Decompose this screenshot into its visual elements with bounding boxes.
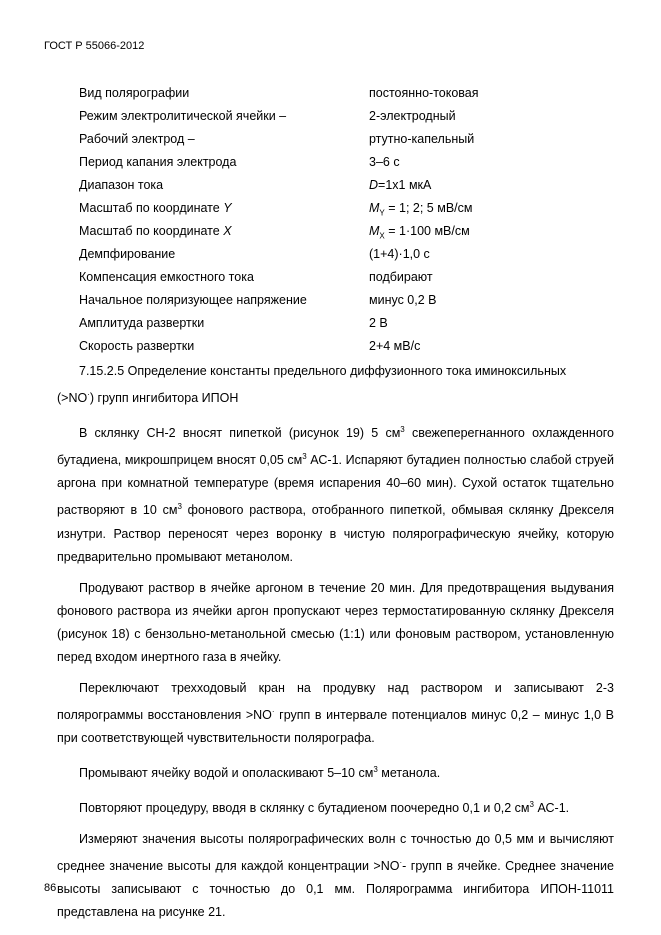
para-text: групп в ячейке. Среднее значение высоты записывают с точностью до 0,1 мм. Полярограмма ингибитора ИПОН-11011 представлена на рисунке 21.: [57, 859, 614, 920]
document-header: ГОСТ Р 55066-2012: [44, 40, 145, 52]
section-heading: [57, 360, 614, 383]
key-variable: Y: [223, 201, 232, 215]
param-value: 2-электродный: [369, 109, 456, 123]
section-heading-cont: [57, 383, 614, 410]
param-key: Режим электролитической ячейки –: [79, 109, 287, 123]
param-row: [79, 339, 619, 362]
body-text: [57, 360, 614, 924]
param-row: [79, 316, 619, 339]
param-row: [79, 293, 619, 316]
para-text: свежеперегнанного охлажденного бутадиена, микрошприцем вносят 0,05 см: [57, 426, 615, 468]
value-rest: =1x1 мкА: [378, 178, 432, 192]
param-row: [79, 155, 619, 178]
key-text: Масштаб по координате: [79, 201, 224, 215]
param-row: [79, 224, 619, 247]
param-key: Амплитуда развертки: [79, 316, 205, 330]
paragraph-1: [57, 418, 614, 568]
key-text: Масштаб по координате: [79, 224, 224, 238]
radical-dot: ·: [399, 858, 403, 868]
paragraph-5: [57, 793, 614, 820]
paragraph-6: [57, 828, 614, 924]
para-text: Промывают ячейку водой и ополаскивают 5–10 см: [79, 765, 374, 780]
param-row: [79, 86, 619, 109]
param-key: Демпфирование: [79, 247, 176, 261]
param-key: Период капания электрода: [79, 155, 237, 169]
para-text: АС-1. Испаряют бутадиен полностью слабой струей аргона при комнатной температуре (время испарения 40–60 мин). Сухой остаток тщательно растворяют в 10 см: [57, 453, 614, 518]
cubic-sup: 3: [177, 502, 182, 512]
param-row: [79, 270, 619, 293]
param-value: подбирают: [369, 270, 433, 284]
param-key: Компенсация емкостного тока: [79, 270, 254, 284]
value-subscript: X: [379, 231, 385, 241]
param-row: [79, 201, 619, 224]
paragraph-4: [57, 758, 614, 785]
radical-dot: ·: [271, 706, 275, 716]
param-value: 3–6 с: [369, 155, 400, 169]
para-text: Переключают трехходовый кран на продувку над раствором и записывают 2-3 полярограммы восстановления >NO: [57, 680, 614, 722]
para-text: В склянку СН-2 вносят пипеткой (рисунок 19) 5 см: [79, 426, 401, 441]
param-value: [369, 201, 472, 218]
cubic-sup: 3: [373, 764, 378, 774]
param-key: [79, 224, 232, 238]
param-row: [79, 109, 619, 132]
value-rest: = 1; 2; 5 мВ/см: [384, 201, 473, 215]
cubic-sup: 3: [529, 799, 534, 809]
para-text: групп в интервале потенциалов минус 0,2 – минус 1,0 В при соответствующей чувствительности полярографа.: [57, 707, 615, 745]
value-variable: M: [369, 201, 380, 215]
param-value: [369, 224, 470, 241]
param-key: Диапазон тока: [79, 178, 164, 192]
radical-dot: ·: [87, 390, 90, 399]
para-text: Измеряют значения высоты полярографических волн с точностью до 0,5 мм и вычисляют среднее значение высоты для каждой концентрации >NO: [57, 832, 614, 874]
param-key: [79, 201, 232, 215]
param-value: ртутно-капельный: [369, 132, 475, 146]
value-subscript: Y: [379, 208, 385, 218]
para-text: фонового раствора, отобранного пипеткой, обмывая склянку Дрекселя изнутри. Раствор переносят через воронку в чистую полярографическую ячейку, которую предварительно промывают метанолом.: [57, 503, 615, 564]
param-value: минус 0,2 В: [369, 293, 437, 307]
para-text: -: [402, 859, 407, 874]
page-number: 86: [44, 882, 57, 894]
paragraph-2: Продувают раствор в ячейке аргоном в течение 20 мин. Для предотвращения выдувания фонового раствора из ячейки аргон пропускают через термостатированную склянку Дрекселя (рисунок 18) с бензольно-метанольной смесью (1:1) или фоновым раствором, установленную перед входом инертного газа в ячейку.: [57, 580, 614, 664]
param-key: Скорость развертки: [79, 339, 195, 353]
para-text: Повторяют процедуру, вводя в склянку с бутадиеном поочередно 0,1 и 0,2 см: [79, 801, 530, 816]
section-heading-pre: (>NO: [57, 391, 88, 406]
param-key: Вид полярографии: [79, 86, 190, 100]
param-value: (1+4)·1,0 с: [369, 247, 430, 261]
value-rest: = 1·100 мВ/см: [384, 224, 470, 238]
section-heading-post: ) групп ингибитора ИПОН: [89, 391, 239, 406]
key-variable: X: [223, 224, 232, 238]
param-value: постоянно-токовая: [369, 86, 479, 100]
parameter-list: [79, 86, 619, 362]
value-variable: D: [369, 178, 379, 192]
paragraph-3: [57, 677, 614, 750]
param-key: Начальное поляризующее напряжение: [79, 293, 307, 307]
param-row: [79, 178, 619, 201]
cubic-sup: 3: [302, 452, 307, 462]
section-heading-line1: 7.15.2.5 Определение константы предельного диффузионного тока иминоксильных: [79, 364, 567, 378]
para-text: метанола.: [377, 765, 441, 780]
value-variable: M: [369, 224, 380, 238]
param-value: 2+4 мВ/с: [369, 339, 421, 353]
param-row: [79, 132, 619, 155]
cubic-sup: 3: [400, 425, 405, 435]
param-value: [369, 178, 431, 192]
param-row: [79, 247, 619, 270]
param-key: Рабочий электрод –: [79, 132, 195, 146]
param-value: 2 В: [369, 316, 388, 330]
para-text: АС-1.: [533, 801, 570, 816]
